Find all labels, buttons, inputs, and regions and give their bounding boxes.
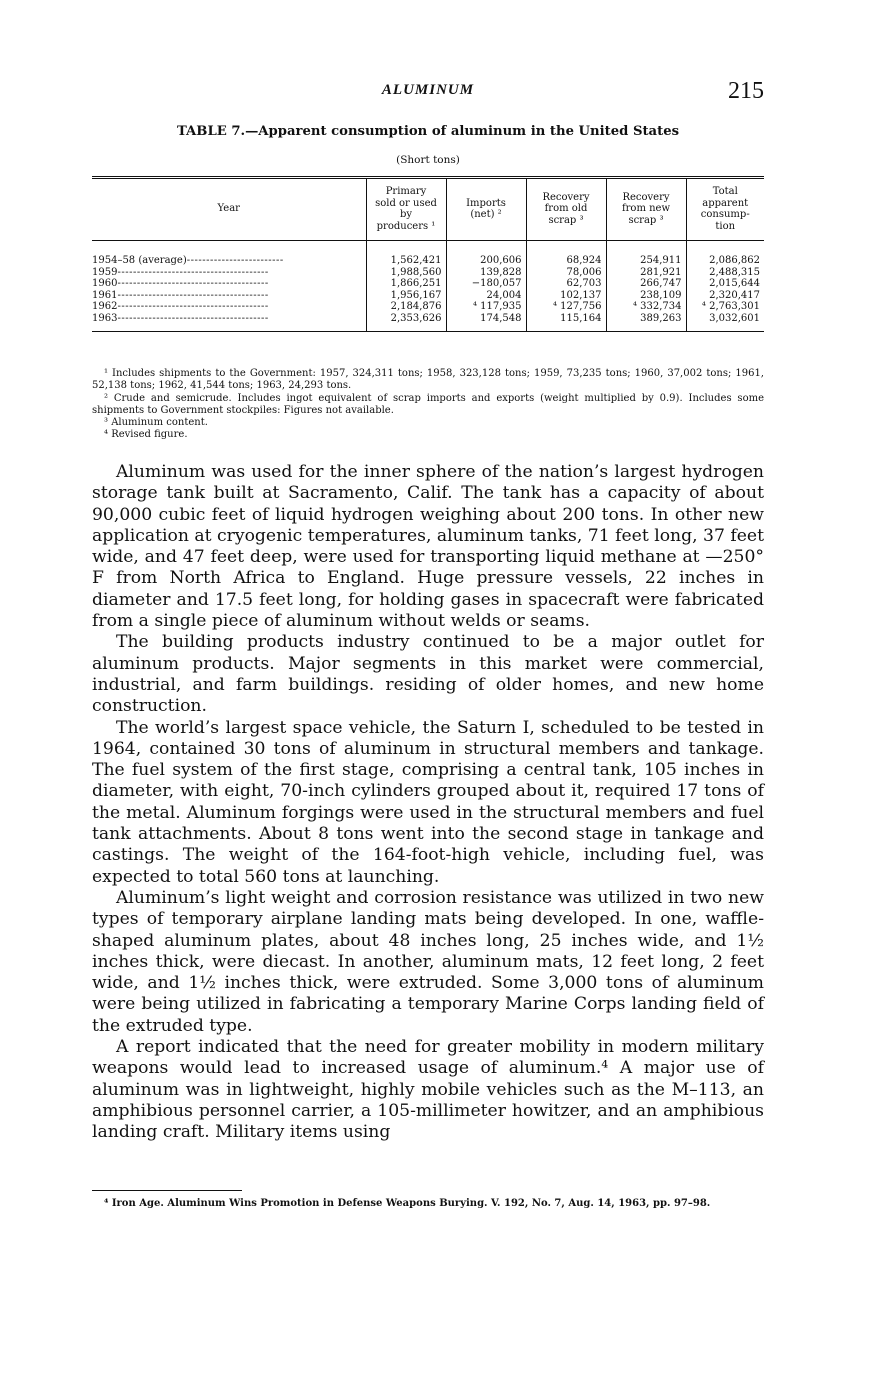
cell-imports: ⁴ 117,935 [446, 301, 526, 313]
table-header-row [92, 178, 764, 241]
table-row [92, 290, 764, 302]
column-header-old-scrap: Recovery from old scrap ³ [526, 178, 606, 241]
body-paragraph: Aluminum’s light weight and corrosion resistance was utilized in two new types of temporary airplane landing mats being developed. In one, waffle-shaped aluminum plates, about 48 inches long, 25 inches wide, and 1½ inches thick, were diecast. In another, aluminum mats, 12 feet long, 2 feet wide, and 1½ inches thick, were extruded. Some 3,000 tons of aluminum were being utilized in fabricating a temporary Marine Corps landing field of the extruded type. [92, 887, 764, 1036]
column-header-total: Total apparent consump- tion [686, 178, 764, 241]
cell-new-scrap: 238,109 [606, 290, 686, 302]
table-row [92, 267, 764, 279]
footnote-text: ⁴ Iron Age. Aluminum Wins Promotion in Defense Weapons Burying. V. 192, No. 7, Aug. 14, 1963, pp. 97–98. [104, 1198, 711, 1209]
cell-old-scrap: 78,006 [526, 267, 606, 279]
column-header-imports: Imports (net) ² [446, 178, 526, 241]
body-paragraph: Aluminum was used for the inner sphere of the nation’s largest hydrogen storage tank built at Sacramento, Calif. The tank has a capacity of about 90,000 cubic feet of liquid hydrogen weighing about 200 tons. In other new application at cryogenic temperatures, aluminum tanks, 71 feet long, 37 feet wide, and 47 feet deep, were used for transporting liquid methane at —250° F from North Africa to England. Huge pressure vessels, 22 inches in diameter and 17.5 feet long, for holding gases in spacecraft were fabricated from a single piece of aluminum without welds or seams. [92, 462, 764, 632]
cell-year: 1962--------------------------------------- [92, 301, 269, 312]
cell-old-scrap: 68,924 [526, 241, 606, 267]
table-note: ¹ Includes shipments to the Government: 1957, 324,311 tons; 1958, 323,128 tons; 1959, 73,235 tons; 1960, 37,002 tons; 1961, 52,138 tons; 1962, 41,544 tons; 1963, 24,293 tons. [92, 368, 764, 392]
cell-year: 1960--------------------------------------- [92, 278, 269, 289]
table-note: ⁴ Revised figure. [104, 429, 188, 441]
cell-primary: 2,353,626 [366, 313, 446, 332]
cell-new-scrap: 281,921 [606, 267, 686, 279]
column-header-new-scrap: Recovery from new scrap ³ [606, 178, 686, 241]
cell-primary: 2,184,876 [366, 301, 446, 313]
cell-year: 1954–58 (average)------------------------- [92, 255, 284, 266]
table-row [92, 301, 764, 313]
cell-old-scrap: ⁴ 127,756 [526, 301, 606, 313]
table-notes [92, 368, 764, 442]
cell-new-scrap: 266,747 [606, 278, 686, 290]
footnote-rule [92, 1190, 242, 1191]
cell-old-scrap: 102,137 [526, 290, 606, 302]
running-title: ALUMINUM [381, 82, 475, 98]
table-row [92, 313, 764, 332]
column-header-primary: Primary sold or used by producers ¹ [366, 178, 446, 241]
cell-primary: 1,956,167 [366, 290, 446, 302]
column-header-year: Year [92, 178, 366, 241]
cell-total: 2,488,315 [686, 267, 764, 279]
cell-imports: 174,548 [446, 313, 526, 332]
table-title: TABLE 7.—Apparent consumption of aluminum in the United States [176, 124, 680, 139]
cell-imports: −180,057 [446, 278, 526, 290]
cell-year: 1959--------------------------------------- [92, 266, 269, 278]
cell-total: ⁴ 2,763,301 [686, 301, 764, 313]
cell-new-scrap: 254,911 [606, 241, 686, 267]
cell-imports: 200,606 [446, 241, 526, 267]
table-row [92, 278, 764, 290]
footnote [92, 1198, 764, 1211]
cell-year: 1963--------------------------------------- [92, 313, 366, 332]
cell-total: 2,015,644 [686, 278, 764, 290]
cell-total: 2,086,862 [686, 241, 764, 267]
table-note: ² Crude and semicrude. Includes ingot equivalent of scrap imports and exports (weight multiplied by 0.9). Includes some shipments to Government stockpiles: Figures not available. [92, 392, 764, 416]
body-paragraph: A report indicated that the need for greater mobility in modern military weapons would lead to increased usage of aluminum.⁴ A major use of aluminum was in lightweight, highly mobile vehicles such as the M–113, an amphibious personnel carrier, a 105-millimeter howitzer, and an amphibious landing craft. Military items using [92, 1037, 764, 1143]
cell-year: 1961--------------------------------------- [92, 289, 269, 301]
body-paragraph: The building products industry continued to be a major outlet for aluminum products. Major segments in this market were commercial, industrial, and farm buildings. residing of older homes, and new home construction. [92, 632, 764, 717]
cell-primary: 1,988,560 [366, 267, 446, 279]
cell-imports: 24,004 [446, 290, 526, 302]
running-head [92, 78, 764, 106]
table-subtitle: (Short tons) [396, 154, 460, 166]
cell-total: 2,320,417 [686, 290, 764, 302]
cell-total: 3,032,601 [686, 313, 764, 332]
body-text [92, 462, 764, 1144]
cell-old-scrap: 62,703 [526, 278, 606, 290]
cell-old-scrap: 115,164 [526, 313, 606, 332]
consumption-table [92, 176, 764, 332]
cell-imports: 139,828 [446, 267, 526, 279]
body-paragraph: The world’s largest space vehicle, the Saturn I, scheduled to be tested in 1964, contained 30 tons of aluminum in structural members and tankage. The fuel system of the first stage, comprising a central tank, 105 inches in diameter, with eight, 70-inch cylinders grouped about it, required 17 tons of the metal. Aluminum forgings were used in the structural members and fuel tank attachments. About 8 tons went into the second stage in tankage and castings. The weight of the 164-foot-high vehicle, including fuel, was expected to total 560 tons at launching. [92, 717, 764, 887]
table-row [92, 241, 764, 267]
table-note: ³ Aluminum content. [104, 417, 208, 429]
page-number: 215 [728, 78, 764, 104]
cell-new-scrap: 389,263 [606, 313, 686, 332]
cell-new-scrap: ⁴ 332,734 [606, 301, 686, 313]
cell-primary: 1,866,251 [366, 278, 446, 290]
cell-primary: 1,562,421 [366, 241, 446, 267]
